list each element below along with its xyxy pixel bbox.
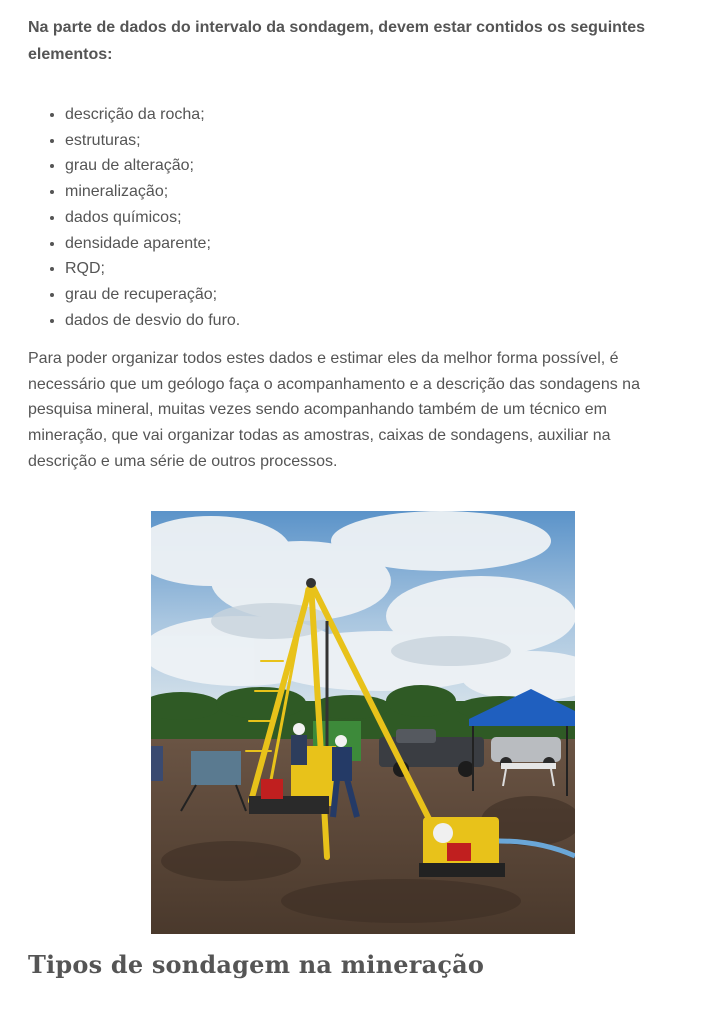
list-item: • estruturas;: [65, 128, 665, 154]
list-item: • RQD;: [65, 256, 665, 282]
list-item: • grau de recuperação;: [65, 282, 665, 308]
section-heading: Tipos de sondagem na mineração: [28, 950, 485, 979]
elements-list: [28, 102, 665, 333]
intro-text: Na parte de dados do intervalo da sondagem, devem estar contidos os seguintes elementos:: [28, 19, 646, 63]
list-item: • dados de desvio do furo.: [65, 308, 665, 334]
drilling-rig-photo: [151, 511, 575, 934]
list-item: • densidade aparente;: [65, 231, 665, 257]
body-paragraph: Para poder organizar todos estes dados e estimar eles da melhor forma possível, é necessário que um geólogo faça o acompanhamento e a descrição das sondagens na pesquisa mineral, muitas vezes sendo acompanhando também de um técnico em mineração, que vai organizar todas as amostras, caixas de sondagens, auxiliar na descrição e uma série de outros processos.: [28, 350, 640, 470]
list-item: • mineralização;: [65, 179, 665, 205]
list-item: • descrição da rocha;: [65, 102, 665, 128]
list-item: • dados químicos;: [65, 205, 665, 231]
list-item: • grau de alteração;: [65, 153, 665, 179]
